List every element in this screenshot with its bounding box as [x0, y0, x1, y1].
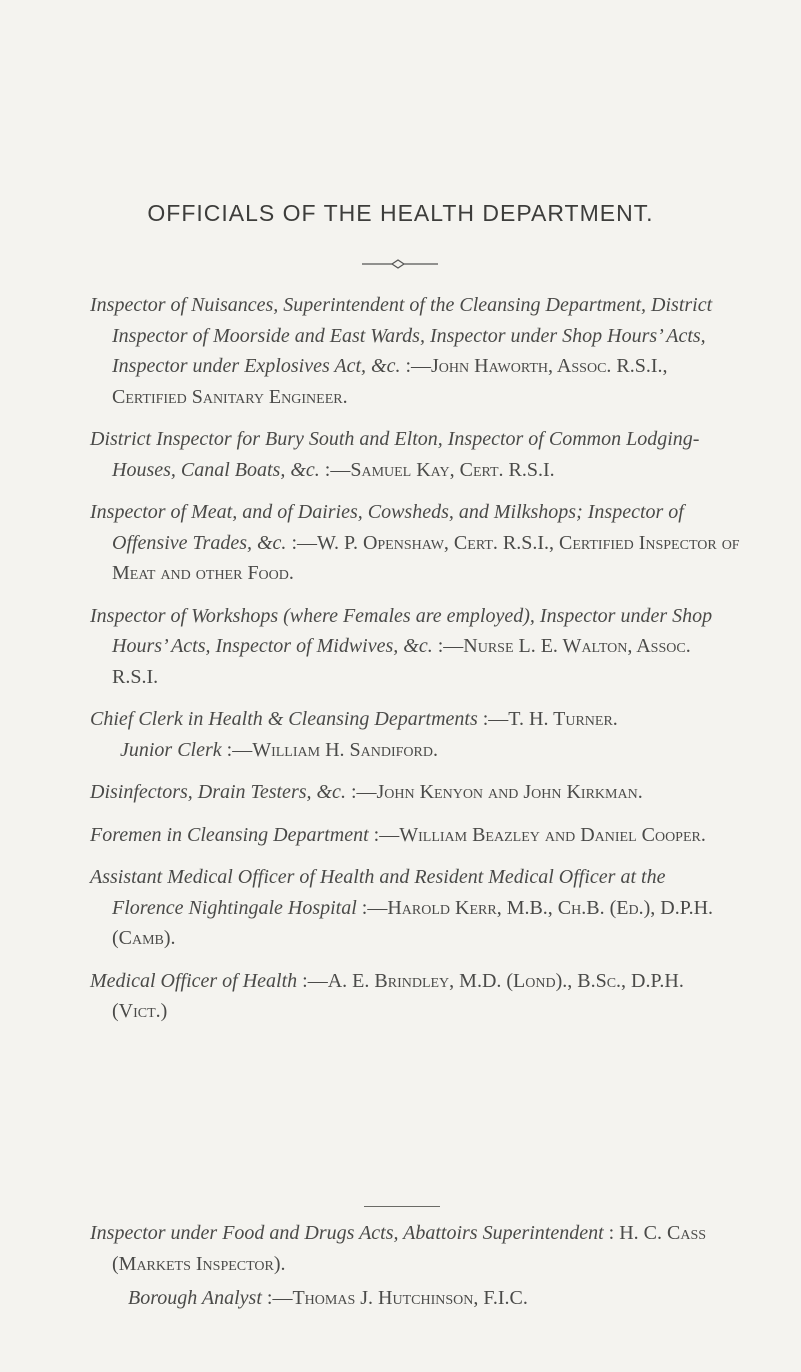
list-item: Inspector of Workshops (where Females are employed), Inspector under Shop Hours’ Acts, Inspector of Midwives, &c. :—Nurse L. E. Walton, Assoc. R.S.I.: [90, 604, 713, 688]
list-item: Chief Clerk in Health & Cleansing Departments :—T. H. Turner.: [90, 708, 618, 730]
list-item: Inspector under Food and Drugs Acts, Abattoirs Superintendent : H. C. Cass (Markets Inspector).: [90, 1222, 707, 1275]
list-item: Disinfectors, Drain Testers, &c. :—John Kenyon and John Kirkman.: [90, 781, 643, 803]
list-item: Junior Clerk :—William H. Sandiford.: [120, 738, 438, 761]
section-divider: [364, 1206, 440, 1207]
officials-list: [90, 290, 740, 1039]
list-item: Inspector of Meat, and of Dairies, Cowsheds, and Milkshops; Inspector of Offensive Trades, &c. :—W. P. Openshaw, Cert. R.S.I., Certified Inspector of Meat and other Food.: [90, 501, 740, 584]
list-item: Assistant Medical Officer of Health and Resident Medical Officer at the Florence Nightingale Hospital :—Harold Kerr, M.B., Ch.B. (Ed.), D.P.H. (Camb).: [90, 866, 714, 949]
additional-officials-list: [90, 1218, 740, 1318]
list-item: Foremen in Cleansing Department :—William Beazley and Daniel Cooper.: [90, 823, 706, 846]
list-item: Medical Officer of Health :—A. E. Brindley, M.D. (Lond)., B.Sc., D.P.H. (Vict.): [90, 969, 684, 1022]
page-title: OFFICIALS OF THE HEALTH DEPARTMENT.: [147, 200, 654, 226]
diamond-divider-icon: [360, 258, 440, 270]
list-item: Borough Analyst :—Thomas J. Hutchinson, F.I.C.: [128, 1287, 528, 1309]
list-item: District Inspector for Bury South and Elton, Inspector of Common Lodging-Houses, Canal Boats, &c. :—Samuel Kay, Cert. R.S.I.: [90, 428, 700, 481]
list-item: Inspector of Nuisances, Superintendent of the Cleansing Department, District Inspector of Moorside and East Wards, Inspector under Shop Hours’ Acts, Inspector under Explosives Act, &c. :—John Haworth, Assoc. R.S.I., Certified Sanitary Engineer.: [90, 294, 713, 408]
